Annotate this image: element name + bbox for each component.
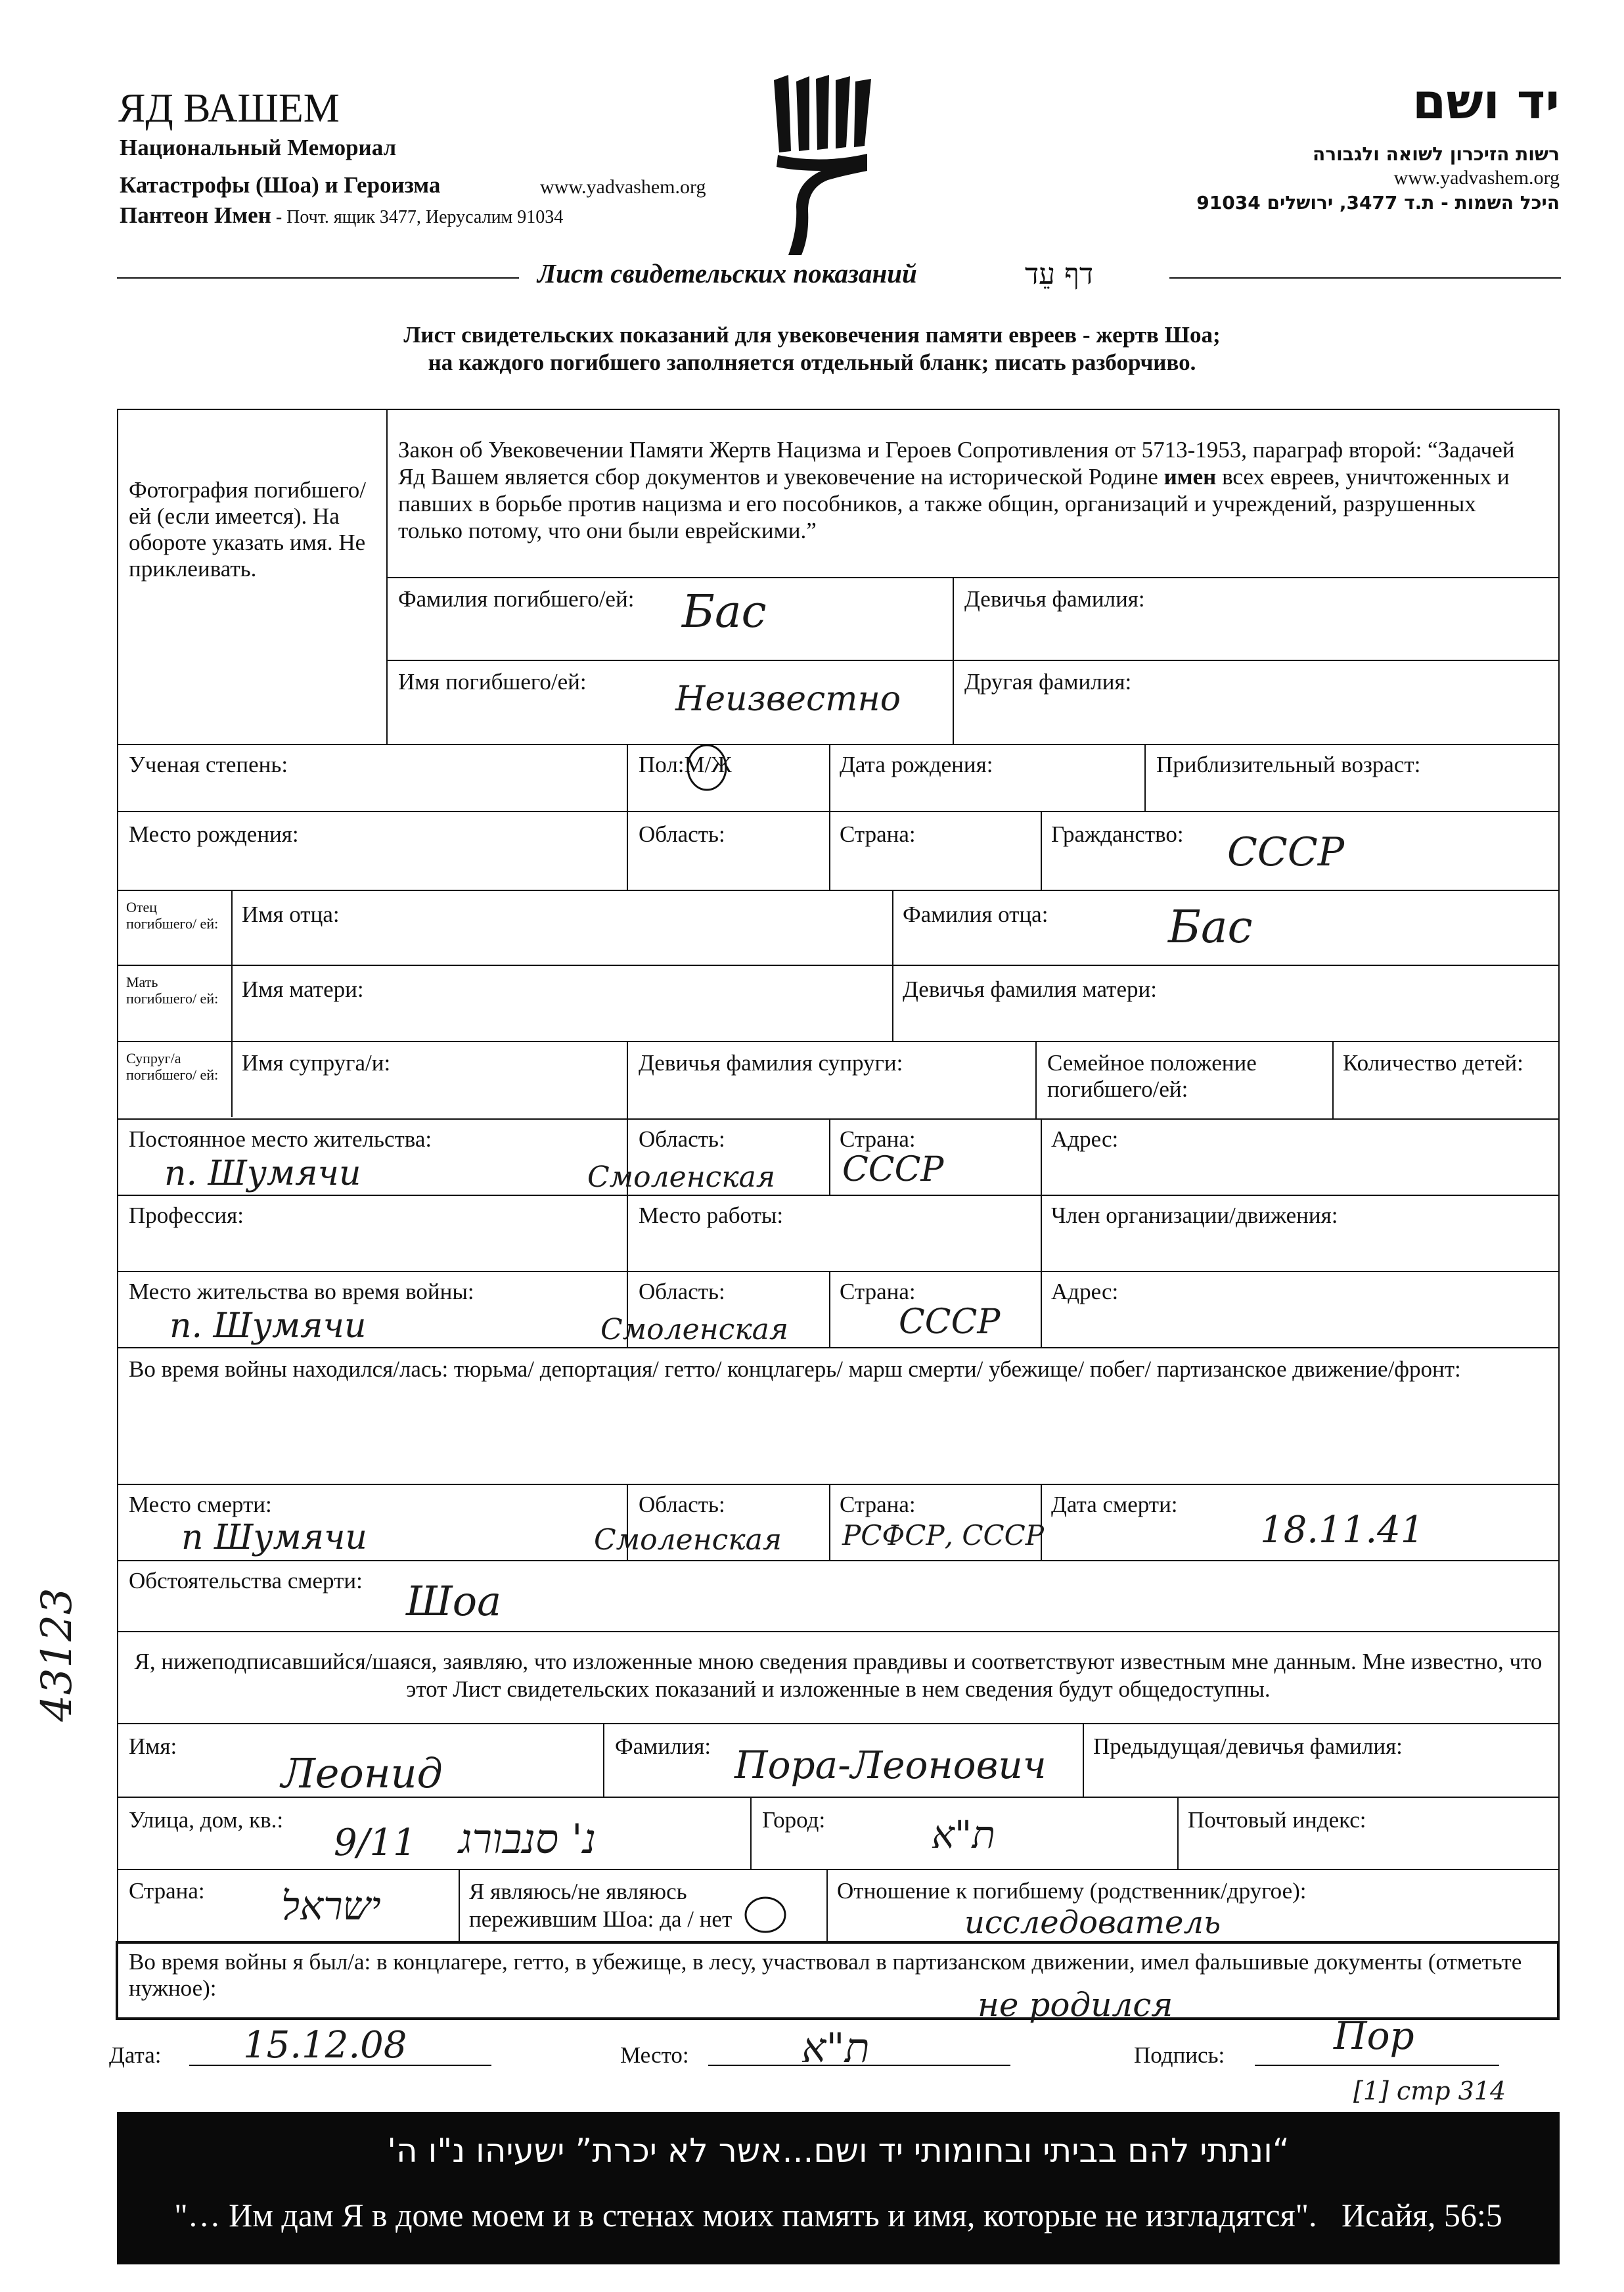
birthdate-label: Дата рождения: <box>840 752 993 777</box>
rule <box>117 1041 1560 1042</box>
submitter-prev-surname-label: Предыдущая/девичья фамилия: <box>1093 1733 1403 1759</box>
rule <box>1041 811 1042 891</box>
signature-value[interactable]: Пор <box>1334 2013 1414 2058</box>
residence-region-label: Область: <box>639 1126 725 1152</box>
war-region-label: Область: <box>639 1279 725 1304</box>
rule <box>117 1118 1560 1120</box>
war-address-label: Адрес: <box>1051 1279 1119 1304</box>
yad-vashem-logo <box>769 72 887 256</box>
father-name-label: Имя отца: <box>242 902 340 927</box>
rule <box>117 1195 1560 1196</box>
declaration-text: Я, нижеподписавшийся/шаяся, заявляю, что изложенные мною сведения правдивы и соответствуют известным мне данным. Мне известно, что этот Лист свидетельских показаний и изложенные в нем сведения будут общедоступны. <box>134 1649 1543 1702</box>
residence-address-label: Адрес: <box>1051 1126 1119 1152</box>
rule <box>953 577 954 745</box>
death-place-value[interactable]: п Шумячи <box>181 1518 367 1557</box>
circumstances-value[interactable]: Шоа <box>406 1577 502 1625</box>
header-pantheon: Пантеон Имен <box>120 202 271 228</box>
header-ru-line3 <box>120 202 563 229</box>
sex-circle <box>686 743 728 792</box>
rule <box>117 744 1560 745</box>
title-rule-left <box>117 277 519 279</box>
rule <box>117 1723 1560 1724</box>
header-ru-line2: Катастрофы (Шоа) и Героизма <box>120 172 441 198</box>
submitter-surname-label: Фамилия: <box>615 1733 711 1759</box>
rule <box>1144 744 1146 812</box>
header-he-line3: היכל השמות - ת.ד 3477, ירושלים 91034 <box>1196 192 1560 214</box>
war-residence-value[interactable]: п. Шумячи <box>169 1306 367 1346</box>
header-he-website: www.yadvashem.org <box>1393 167 1560 189</box>
death-date-value[interactable]: 18.11.41 <box>1260 1509 1424 1551</box>
sheet-title-he: דף עֵד <box>1025 258 1094 291</box>
degree-label: Ученая степень: <box>129 752 288 777</box>
survivor-circle <box>744 1895 787 1935</box>
rule <box>892 890 893 1042</box>
death-place-label: Место смерти: <box>129 1492 272 1517</box>
law-text-2: всех евреев, уничтоженных и павших в борьбе против нацизма и его пособников, а также общин, организаций и учреждений, разрушенных только потому, что они были еврейскими.” <box>398 464 1510 543</box>
rule <box>117 1631 1560 1632</box>
rule <box>117 965 1560 966</box>
header-he-title: יד ושם <box>1412 74 1560 130</box>
submitter-name-value[interactable]: Леонид <box>281 1749 443 1797</box>
rule <box>1332 1041 1334 1118</box>
street-name-value[interactable]: נ' סנבורג <box>459 1815 597 1863</box>
mother-maiden-label: Девичья фамилия матери: <box>903 976 1157 1002</box>
place-value[interactable]: ת"א <box>801 2024 870 2072</box>
residence-value[interactable]: п. Шумячи <box>164 1154 361 1193</box>
father-side-label: Отец погибшего/ ей: <box>126 899 219 932</box>
birthplace-label: Место рождения: <box>129 821 299 847</box>
submitter-war-label: Во время войны я был/а: в концлагере, гетто, в убежище, в лесу, участвовал в партизанском движении, имел фальшивые документы (отметьте нужное): <box>129 1949 1522 2001</box>
war-region-value[interactable]: Смоленская <box>600 1313 788 1346</box>
residence-country-label: Страна: <box>840 1126 916 1152</box>
date-value[interactable]: 15.12.08 <box>243 2024 407 2067</box>
surname-label: Фамилия погибшего/ей: <box>398 586 635 612</box>
date-label: Дата: <box>109 2042 162 2068</box>
city-label: Город: <box>762 1807 826 1833</box>
submitter-name-label: Имя: <box>129 1733 177 1759</box>
rule <box>117 1484 1560 1485</box>
submitter-surname-value[interactable]: Пора-Леонович <box>734 1743 1047 1787</box>
during-war-label: Во время войны находился/лась: тюрьма/ депортация/ гетто/ концлагерь/ марш смерти/ убежище/ побег/ партизанское движение/фронт: <box>129 1356 1461 1382</box>
header-address: - Почт. ящик 3477, Иерусалим 91034 <box>271 207 564 227</box>
firstname-value[interactable]: Неизвестно <box>675 679 901 719</box>
relation-value[interactable]: исследователь <box>964 1904 1221 1941</box>
rule <box>826 1869 828 1942</box>
law-text-1: Закон об Увековечении Памяти Жертв Нацизма и Героев Сопротивления от 5713-1953, параграф второй: “Задачей Яд Вашем является сбор документов и увековечение на исторической Родине <box>398 437 1515 490</box>
father-surname-value[interactable]: Бас <box>1168 902 1253 953</box>
intro-line1: Лист свидетельских показаний для увековечения памяти евреев - жертв Шоа; <box>403 322 1221 348</box>
spouse-side-label: Супруг/а погибшего/ ей: <box>126 1050 219 1083</box>
death-region-value[interactable]: Смоленская <box>594 1523 782 1557</box>
marital-status-label: Семейное положение погибшего/ей: <box>1047 1050 1257 1102</box>
rule <box>117 1560 1560 1561</box>
rule <box>603 1723 604 1798</box>
other-surname-label: Другая фамилия: <box>964 669 1132 695</box>
street-number-value[interactable]: 9/11 <box>334 1822 417 1864</box>
submitter-country-value[interactable]: ישראל <box>281 1883 381 1929</box>
rule <box>117 1869 1560 1870</box>
signature-label: Подпись: <box>1134 2042 1225 2068</box>
zip-label: Почтовый индекс: <box>1188 1807 1366 1833</box>
birth-country-label: Страна: <box>840 821 916 847</box>
war-country-value[interactable]: СССР <box>899 1302 1001 1342</box>
workplace-label: Место работы: <box>639 1203 784 1228</box>
archive-note: [1] стр 314 <box>1353 2076 1506 2105</box>
header-website: www.yadvashem.org <box>540 176 706 198</box>
testimony-form <box>117 409 1560 2024</box>
rule <box>117 1271 1560 1272</box>
sheet-title: Лист свидетельских показаний <box>537 258 917 288</box>
mother-name-label: Имя матери: <box>242 976 364 1002</box>
rule <box>829 744 830 891</box>
circumstances-label: Обстоятельства смерти: <box>129 1568 363 1593</box>
rule <box>627 744 628 891</box>
rule <box>231 890 233 1117</box>
place-label: Место: <box>620 2042 689 2068</box>
submitter-country-label: Страна: <box>129 1878 205 1904</box>
quote-banner <box>117 2112 1560 2264</box>
approx-age-label: Приблизительный возраст: <box>1156 752 1421 777</box>
firstname-label: Имя погибшего/ей: <box>398 669 587 695</box>
rule <box>117 890 1560 891</box>
margin-number: 43123 <box>33 1588 81 1722</box>
death-region-label: Область: <box>639 1492 725 1517</box>
rule <box>829 1118 830 1195</box>
rule <box>829 1271 830 1348</box>
signature-line <box>1255 2065 1499 2066</box>
rule <box>1041 1118 1042 1348</box>
submitter-war-value[interactable]: не родился <box>978 1986 1173 2024</box>
war-residence-label: Место жительства во время войны: <box>129 1279 474 1304</box>
war-country-label: Страна: <box>840 1279 916 1304</box>
maiden-name-label: Девичья фамилия: <box>964 586 1145 612</box>
rule <box>386 409 388 745</box>
rule <box>1083 1723 1084 1798</box>
rule <box>117 1347 1560 1348</box>
sex-label: Пол:М/Ж <box>639 752 732 777</box>
intro-line2: на каждого погибшего заполняется отдельный бланк; писать разборчиво. <box>428 350 1196 375</box>
law-text-bold: имен <box>1163 464 1217 490</box>
rule <box>829 1484 830 1561</box>
death-date-label: Дата смерти: <box>1051 1492 1178 1517</box>
spouse-maiden-label: Девичья фамилия супруги: <box>639 1050 903 1076</box>
photo-label: Фотография погибшего/ей (если имеется). На обороте указать имя. Не приклеивать. <box>129 477 366 582</box>
quote-russian: "… Им дам Я в доме моем и в стенах моих память и имя, которые не изгладятся". Исайя, 56:5 <box>174 2197 1502 2234</box>
rule <box>117 811 1560 812</box>
spouse-name-label: Имя супруга/и: <box>242 1050 391 1076</box>
city-value[interactable]: ת"א <box>932 1812 995 1857</box>
residence-country-value[interactable]: СССР <box>842 1150 944 1189</box>
mother-side-label: Мать погибшего/ ей: <box>126 974 219 1007</box>
rule <box>1035 1041 1037 1118</box>
rule <box>627 1041 628 1118</box>
citizenship-label: Гражданство: <box>1051 821 1184 847</box>
death-country-label: Страна: <box>840 1492 916 1517</box>
citizenship-value[interactable]: СССР <box>1227 829 1345 875</box>
rule <box>1177 1797 1179 1870</box>
death-country-value[interactable]: РСФСР, СССР <box>842 1519 1045 1551</box>
children-count-label: Количество детей: <box>1343 1050 1523 1076</box>
relation-label: Отношение к погибшему (родственник/другое): <box>837 1878 1307 1904</box>
rule <box>459 1869 460 1942</box>
law-text <box>398 436 1541 544</box>
header-ru-title: ЯД ВАШЕМ <box>118 86 340 131</box>
father-surname-label: Фамилия отца: <box>903 902 1049 927</box>
rule <box>750 1797 752 1870</box>
residence-label: Постоянное место жительства: <box>129 1126 432 1152</box>
survivor-label: Я являюсь/не являюсь пережившим Шоа: да / нет <box>469 1879 733 1932</box>
rule <box>386 660 1560 661</box>
title-rule-right <box>1169 277 1561 279</box>
profession-label: Профессия: <box>129 1203 244 1228</box>
birth-region-label: Область: <box>639 821 725 847</box>
residence-region-value[interactable]: Смоленская <box>587 1160 775 1194</box>
header-he-line1: רשות הזיכרון לשואה ולגבורה <box>1313 143 1560 165</box>
street-label: Улица, дом, кв.: <box>129 1807 284 1833</box>
rule <box>386 577 1560 578</box>
membership-label: Член организации/движения: <box>1051 1203 1338 1228</box>
header-ru-line1: Национальный Мемориал <box>120 135 397 160</box>
quote-hebrew: “ונתתי להם בביתי ובחומותי יד ושם...אשר לא יכרת” ישעיהו נ"ו ה' <box>387 2132 1290 2170</box>
surname-value[interactable]: Бас <box>682 586 767 638</box>
